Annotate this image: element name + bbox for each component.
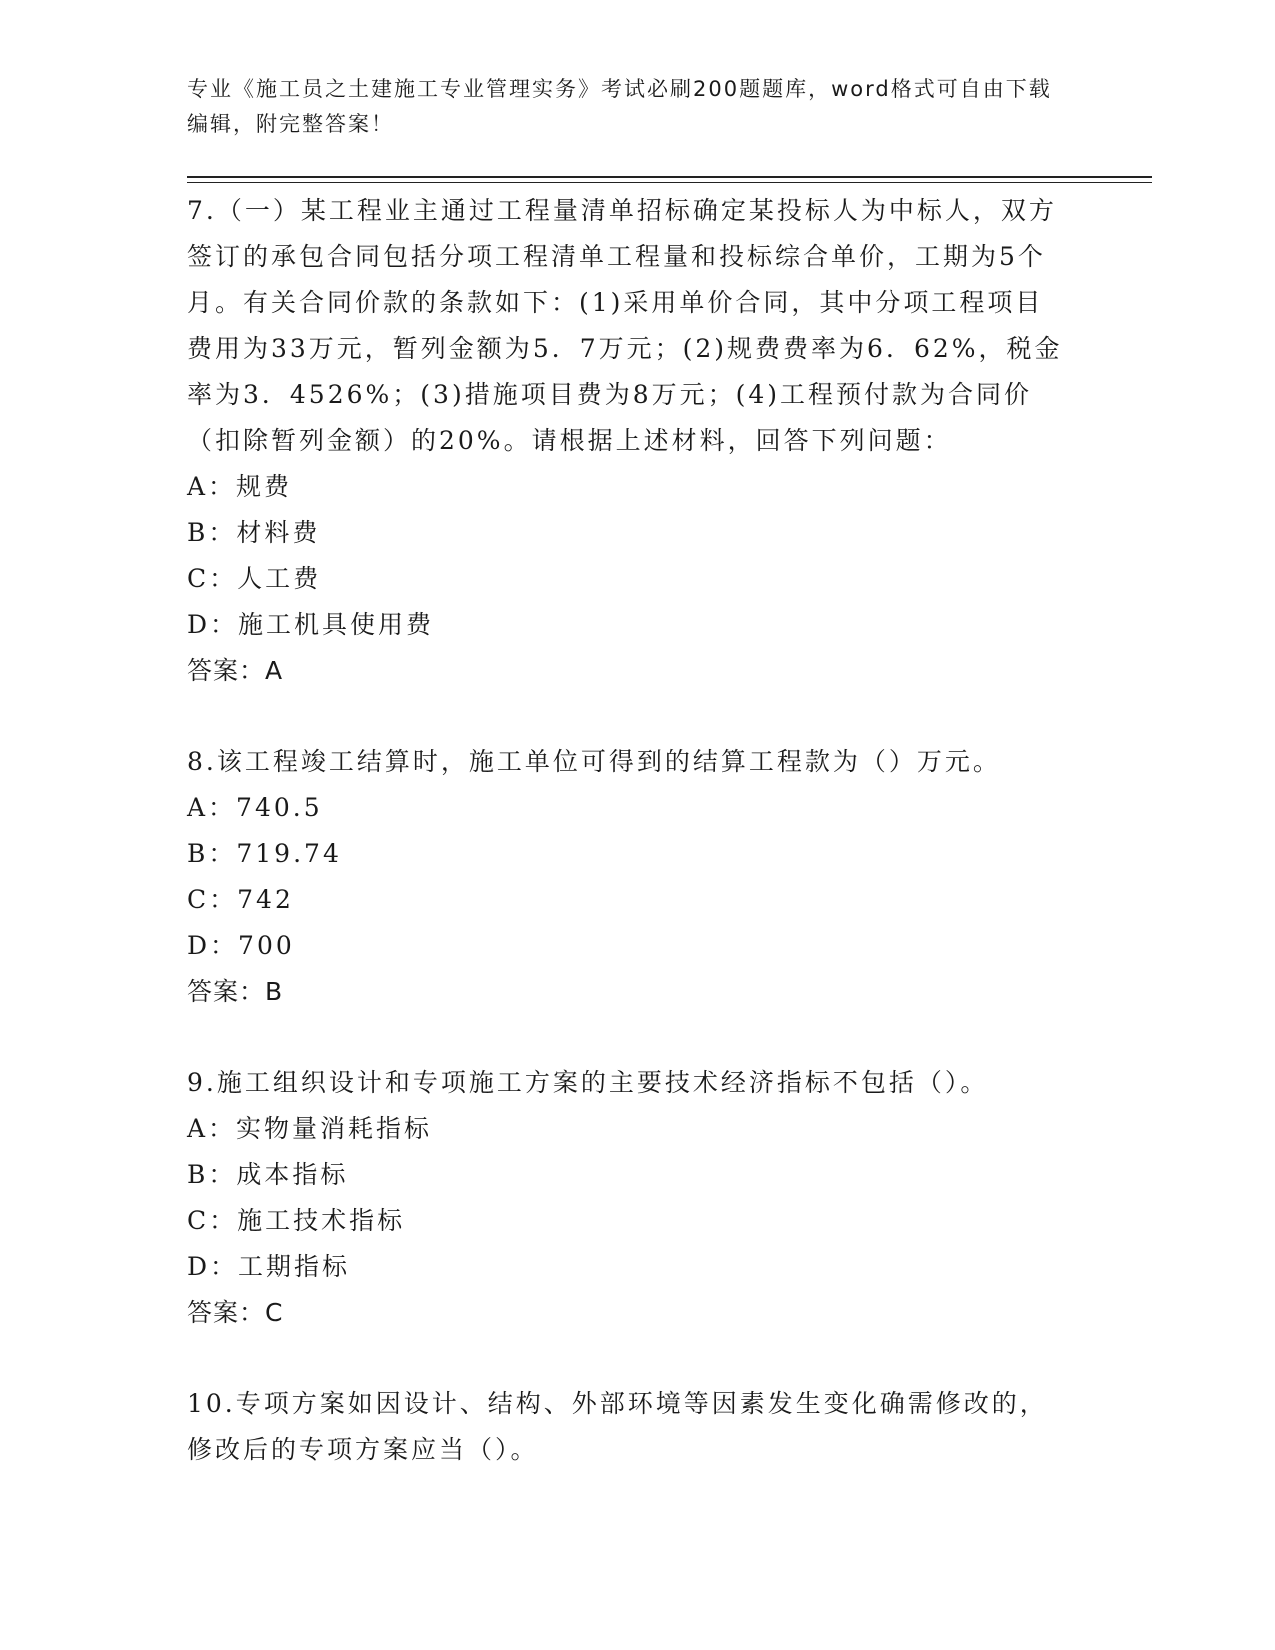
answer-line: 答案：B (187, 977, 284, 1006)
question-item (187, 739, 1067, 1015)
question-item (187, 1060, 1067, 1336)
option-a: A：规费 (187, 472, 293, 501)
option-d: D：工期指标 (187, 1252, 351, 1281)
option-b: B：719.74 (187, 839, 342, 868)
header-divider-thick (187, 176, 1152, 178)
option-a: A：实物量消耗指标 (187, 1114, 433, 1143)
option-b: B：成本指标 (187, 1160, 349, 1189)
document-header: 专业《施工员之土建施工专业管理实务》考试必刷200题题库，word格式可自由下载编辑，附完整答案！ (187, 77, 1052, 136)
header-divider-thin (187, 182, 1152, 183)
question-item (187, 1381, 1067, 1473)
question-list (187, 188, 1067, 1473)
answer-line: 答案：A (187, 656, 284, 685)
option-c: C：人工费 (187, 564, 322, 593)
option-b: B：材料费 (187, 518, 321, 547)
spacer (187, 694, 1067, 739)
spacer (187, 1015, 1067, 1060)
question-text: 7.（一）某工程业主通过工程量清单招标确定某投标人为中标人，双方签订的承包合同包括分项工程清单工程量和投标综合单价，工期为5个月。有关合同价款的条款如下：(1)采用单价合同，其中分项工程项目费用为33万元，暂列金额为5．7万元；(2)规费费率为6．62%，税金率为3．4526%；(3)措施项目费为8万元；(4)工程预付款为合同价（扣除暂列金额）的20%。请根据上述材料，回答下列问题： (187, 196, 1063, 455)
option-c: C：742 (187, 885, 294, 914)
answer-line: 答案：C (187, 1298, 284, 1327)
option-d: D：700 (187, 931, 295, 960)
question-text: 9.施工组织设计和专项施工方案的主要技术经济指标不包括（）。 (187, 1068, 989, 1097)
option-c: C：施工技术指标 (187, 1206, 406, 1235)
option-d: D：施工机具使用费 (187, 610, 435, 639)
question-item (187, 188, 1067, 694)
question-text: 10.专项方案如因设计、结构、外部环境等因素发生变化确需修改的，修改后的专项方案应当（）。 (187, 1389, 1048, 1464)
question-text: 8.该工程竣工结算时，施工单位可得到的结算工程款为（）万元。 (187, 747, 1001, 776)
option-a: A：740.5 (187, 793, 323, 822)
spacer (187, 1336, 1067, 1381)
